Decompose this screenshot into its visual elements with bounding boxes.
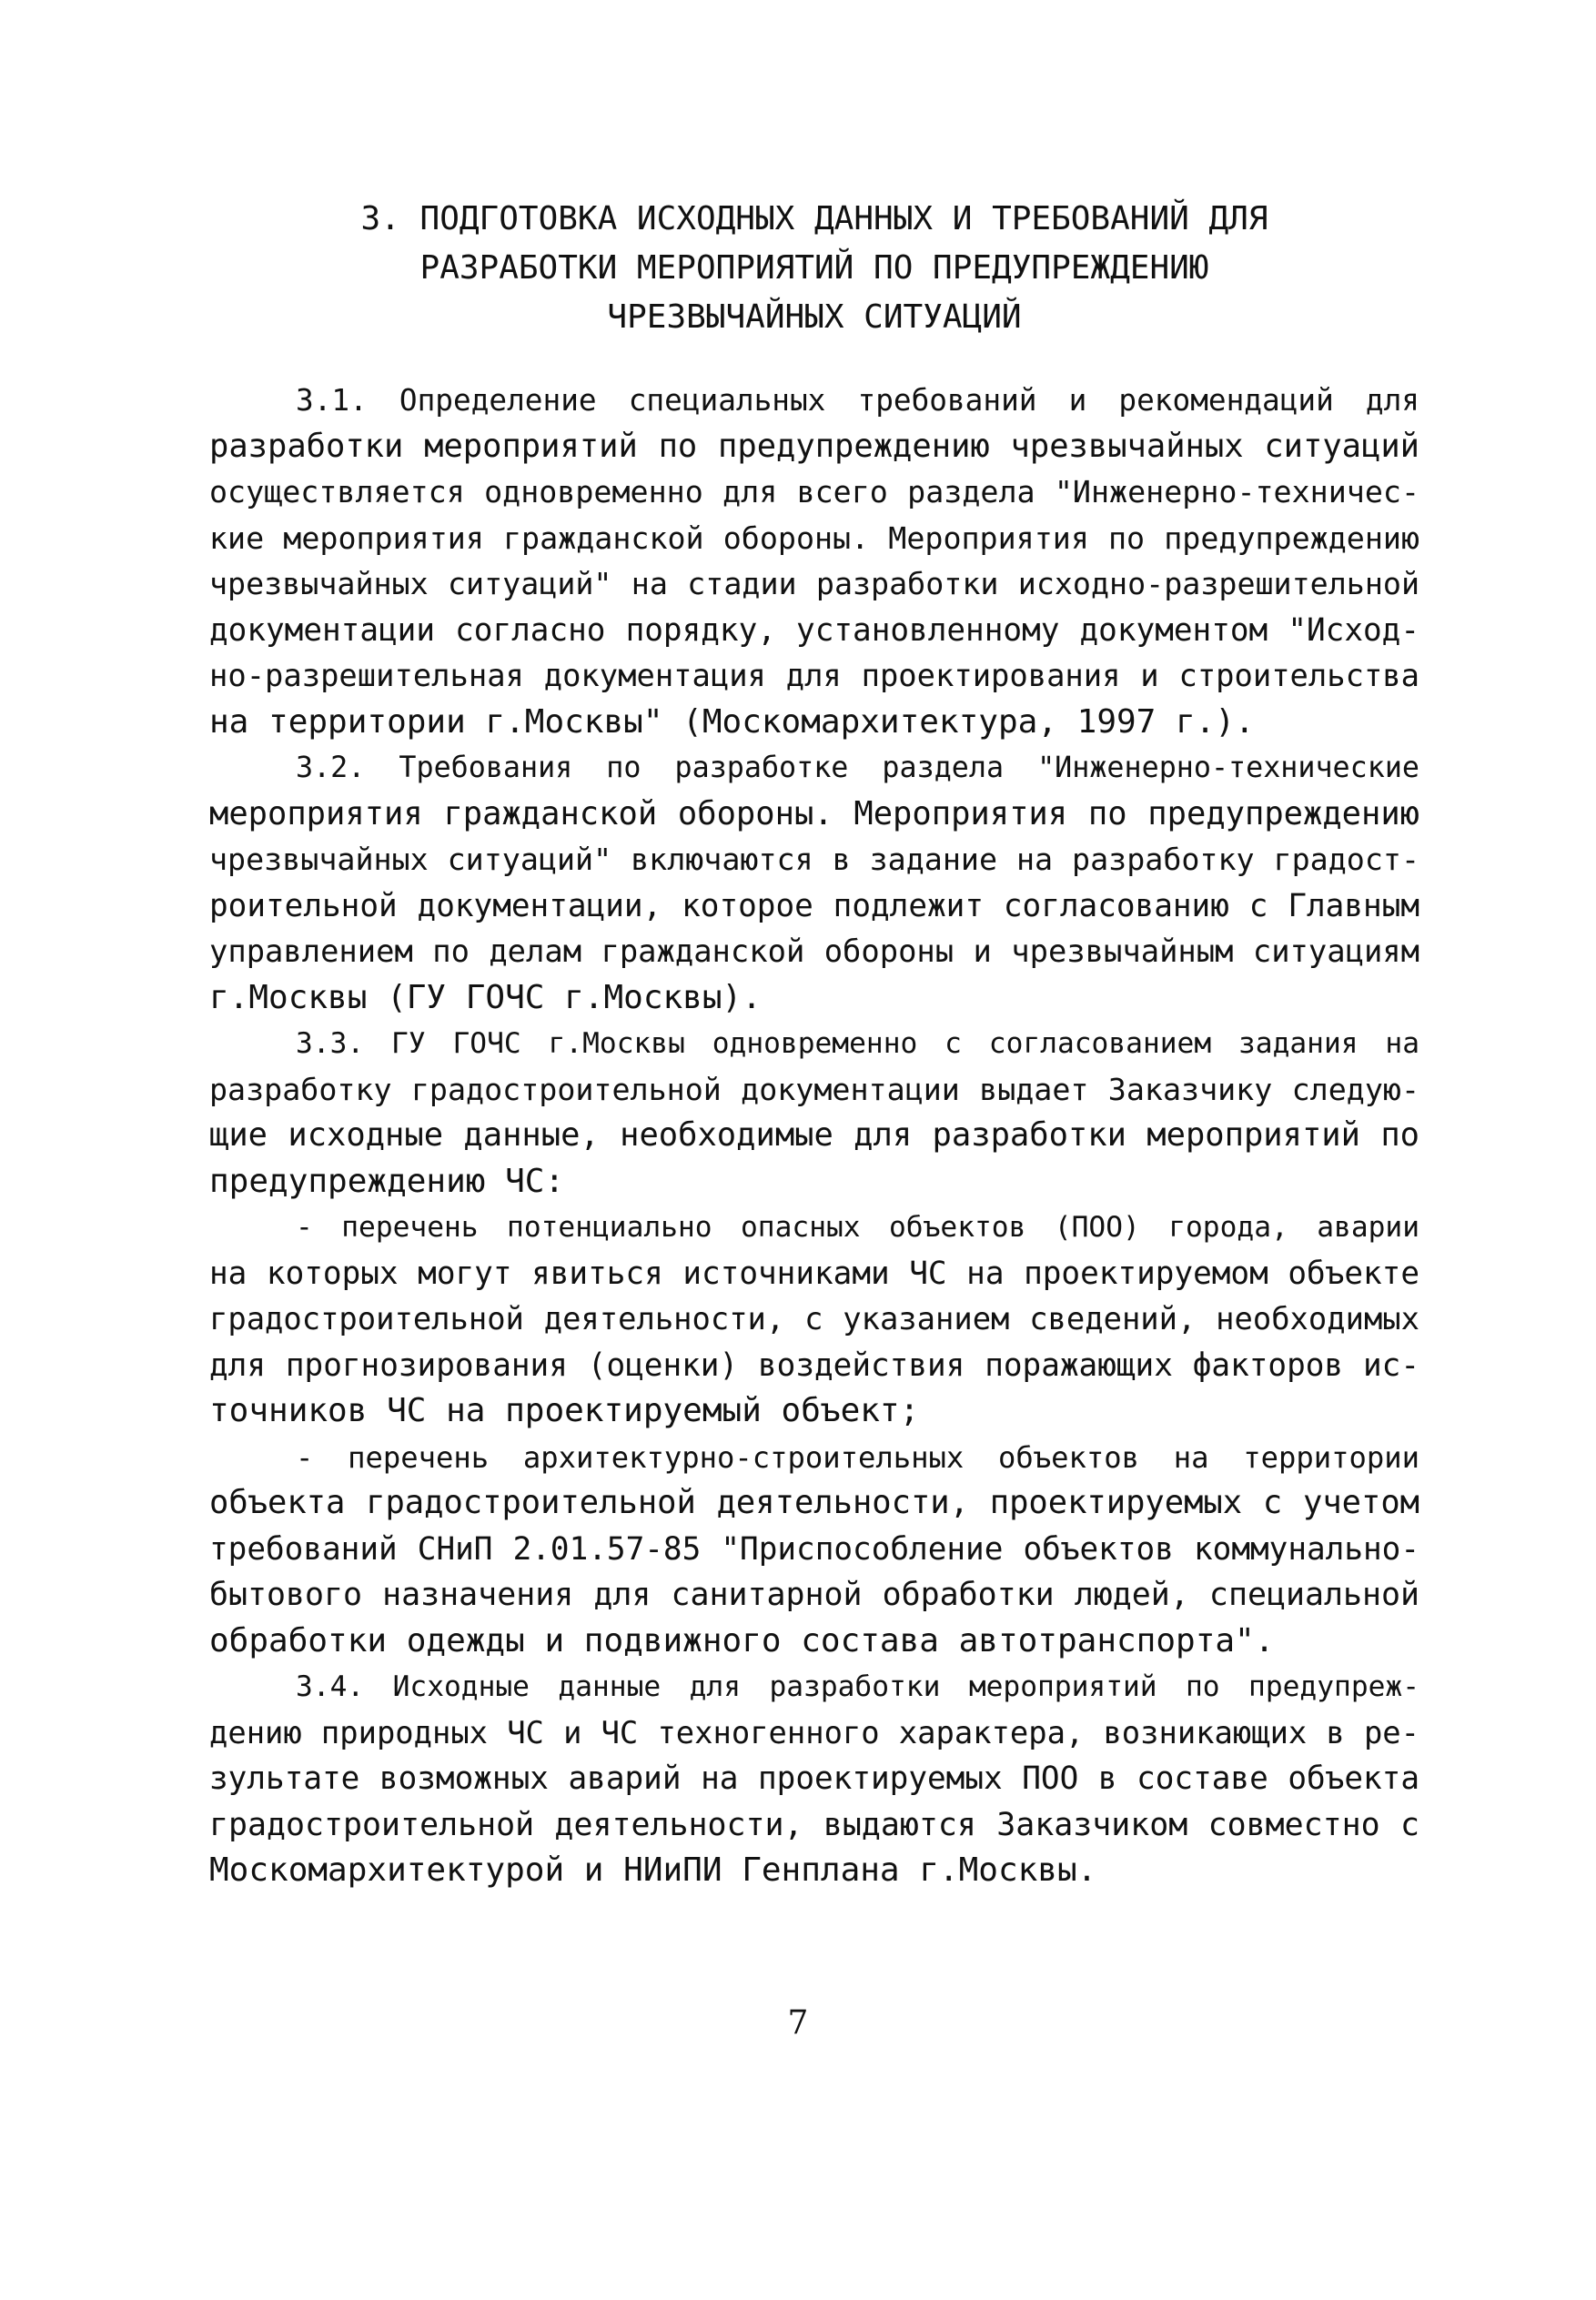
paragraph-3-1-line: но-разрешительная документация для проектирования и строительства <box>209 658 1419 693</box>
paragraph-3-3-line: разработку градостроительной документации выдает Заказчику следую- <box>209 1071 1419 1107</box>
paragraph-3-2-line: 3.2. Требования по разработке раздела "Инженерно-технические <box>296 752 1419 784</box>
list-item-line: - перечень потенциально опасных объектов (ПОО) города, аварии <box>296 1211 1419 1244</box>
paragraph-3-3-line: 3.3. ГУ ГОЧС г.Москвы одновременно с согласованием задания на <box>296 1027 1419 1060</box>
heading-line: ЧРЕЗВЫЧАЙНЫХ СИТУАЦИЙ <box>607 298 1022 336</box>
paragraph-3-3-line: щие исходные данные, необходимые для разработки мероприятий по <box>209 1116 1419 1154</box>
paragraph-3-2-line: управлением по делам гражданской обороны и чрезвычайным ситуациям <box>209 933 1419 969</box>
paragraph-3-1-line: на территории г.Москвы" (Москомархитектура, 1997 г.). <box>209 702 1255 741</box>
paragraph-3-2-line: роительной документации, которое подлежит согласованию с Главным <box>209 887 1419 924</box>
list-item-line: обработки одежды и подвижного состава автотранспорта". <box>209 1621 1275 1659</box>
paragraph-3-4-line: Москомархитектурой и НИиПИ Генплана г.Москвы. <box>209 1851 1097 1889</box>
list-item-line: объекта градостроительной деятельности, проектируемых с учетом <box>209 1484 1419 1521</box>
page-number: 7 <box>787 2004 809 2042</box>
paragraph-3-1-line: чрезвычайных ситуаций" на стадии разработки исходно-разрешительной <box>209 566 1419 601</box>
paragraph-3-3-line: предупреждению ЧС: <box>209 1162 565 1200</box>
section-body <box>209 378 1419 1894</box>
list-item-line: требований СНиП 2.01.57-85 "Приспособление объектов коммунально- <box>209 1530 1419 1568</box>
list-item-line: - перечень архитектурно-строительных объектов на территории <box>296 1439 1419 1475</box>
paragraph-3-4-line: 3.4. Исходные данные для разработки мероприятий по предупреж- <box>296 1670 1419 1703</box>
paragraph-3-4-line: зультате возможных аварий на проектируемых ПОО в составе объекта <box>209 1760 1419 1797</box>
list-item-line: на которых могут явиться источниками ЧС на проектируемом объекте <box>209 1255 1419 1292</box>
list-item-line: точников ЧС на проектируемый объект; <box>209 1392 920 1429</box>
paragraph-3-1-line: 3.1. Определение специальных требований и рекомендаций для <box>296 383 1419 418</box>
paragraph-3-2-line: чрезвычайных ситуаций" включаются в задание на разработку градост- <box>209 842 1419 877</box>
list-item-line: градостроительной деятельности, с указанием сведений, необходимых <box>209 1301 1419 1337</box>
paragraph-3-4-line: градостроительной деятельности, выдаются Заказчиком совместно с <box>209 1806 1419 1843</box>
paragraph-3-4-line: дению природных ЧС и ЧС техногенного характера, возникающих в ре- <box>209 1714 1419 1750</box>
heading-line: РАЗРАБОТКИ МЕРОПРИЯТИЙ ПО ПРЕДУПРЕЖДЕНИЮ <box>419 249 1209 287</box>
heading-line: 3. ПОДГОТОВКА ИСХОДНЫХ ДАННЫХ И ТРЕБОВАНИЙ ДЛЯ <box>360 200 1268 237</box>
list-item-line: для прогнозирования (оценки) воздействия поражающих факторов ис- <box>209 1347 1419 1384</box>
paragraph-3-1-line: осуществляется одновременно для всего раздела "Инженерно-техничес- <box>209 474 1419 509</box>
section-heading <box>209 195 1419 342</box>
paragraph-3-1-line: документации согласно порядку, установленному документом "Исход- <box>209 611 1419 649</box>
paragraph-3-1-line: разработки мероприятий по предупреждению чрезвычайных ситуаций <box>209 427 1419 465</box>
list-item-line: бытового назначения для санитарной обработки людей, специальной <box>209 1577 1419 1613</box>
paragraph-3-2-line: мероприятия гражданской обороны. Мероприятия по предупреждению <box>209 794 1419 832</box>
paragraph-3-2-line: г.Москвы (ГУ ГОЧС г.Москвы). <box>209 978 762 1016</box>
paragraph-3-1-line: кие мероприятия гражданской обороны. Мероприятия по предупреждению <box>209 520 1419 556</box>
